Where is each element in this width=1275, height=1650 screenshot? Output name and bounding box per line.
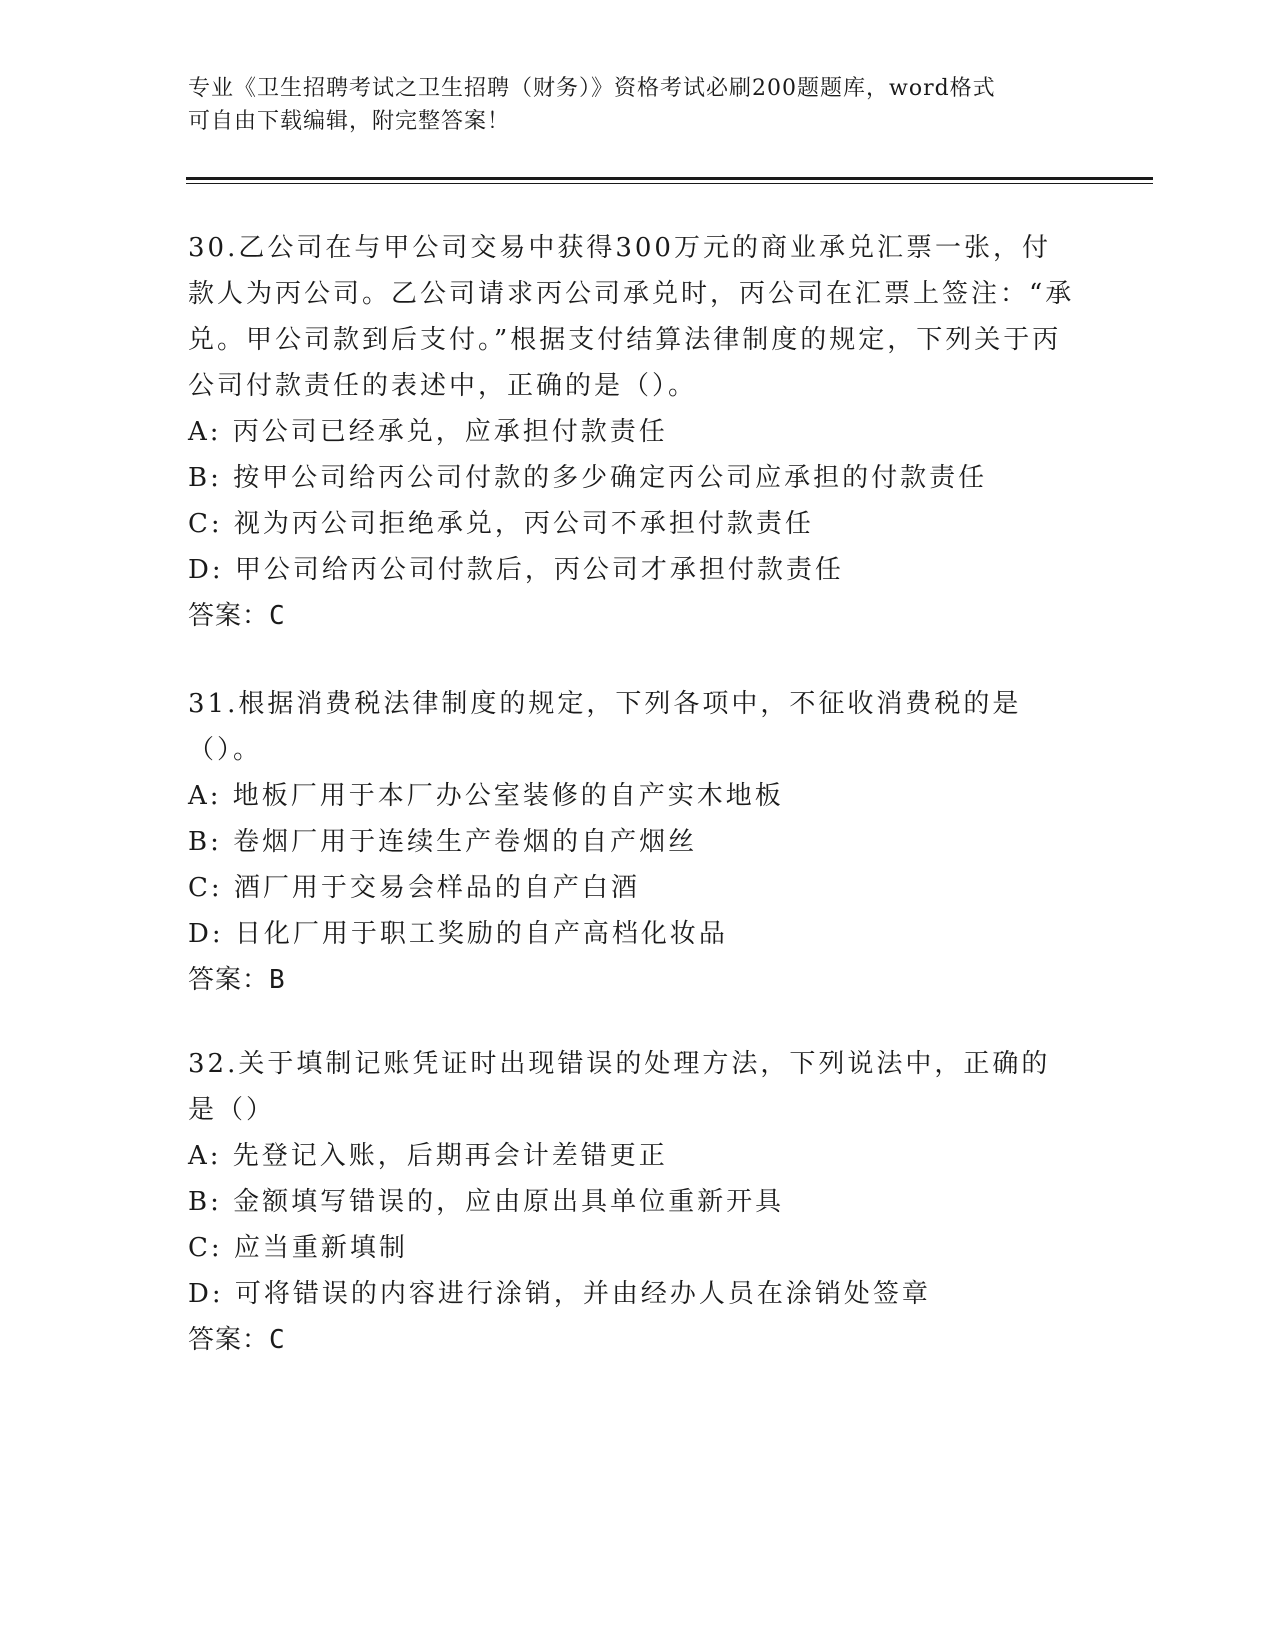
question-30 bbox=[188, 225, 1078, 639]
question-text: 32.关于填制记账凭证时出现错误的处理方法，下列说法中，正确的是（） bbox=[188, 1049, 1051, 1125]
answer-label: 答案： bbox=[188, 965, 270, 995]
header-divider-thin bbox=[186, 183, 1153, 184]
option-b: B: 卷烟厂用于连续生产卷烟的自产烟丝 bbox=[188, 827, 698, 857]
question-text: 31.根据消费税法律制度的规定，下列各项中，不征收消费税的是（）。 bbox=[188, 689, 1022, 765]
option-c: C: 酒厂用于交易会样品的自产白酒 bbox=[188, 873, 640, 903]
option-d: D: 可将错误的内容进行涂销，并由经办人员在涂销处签章 bbox=[188, 1279, 931, 1309]
option-a: A: 地板厂用于本厂办公室装修的自产实木地板 bbox=[188, 781, 784, 811]
option-d: D: 甲公司给丙公司付款后，丙公司才承担付款责任 bbox=[188, 555, 844, 585]
document-header bbox=[188, 72, 1068, 138]
question-32 bbox=[188, 1041, 1078, 1363]
answer-value: C bbox=[269, 1325, 286, 1355]
option-a: A: 先登记入账，后期再会计差错更正 bbox=[188, 1141, 668, 1171]
option-c: C: 视为丙公司拒绝承兑，丙公司不承担付款责任 bbox=[188, 509, 814, 539]
option-b: B: 金额填写错误的，应由原出具单位重新开具 bbox=[188, 1187, 785, 1217]
header-line-1: 专业《卫生招聘考试之卫生招聘（财务）》资格考试必刷200题题库，word格式 bbox=[188, 76, 996, 101]
question-text: 30.乙公司在与甲公司交易中获得300万元的商业承兑汇票一张，付款人为丙公司。乙公司请求丙公司承兑时，丙公司在汇票上签注：“承兑。甲公司款到后支付。”根据支付结算法律制度的规定，下列关于丙公司付款责任的表述中，正确的是（）。 bbox=[188, 233, 1075, 401]
option-b: B: 按甲公司给丙公司付款的多少确定丙公司应承担的付款责任 bbox=[188, 463, 988, 493]
answer-value: C bbox=[269, 601, 286, 631]
answer-line bbox=[188, 957, 1078, 1003]
option-d: D: 日化厂用于职工奖励的自产高档化妆品 bbox=[188, 919, 728, 949]
answer-line bbox=[188, 593, 1078, 639]
answer-label: 答案： bbox=[188, 601, 270, 631]
answer-line bbox=[188, 1317, 1078, 1363]
option-a: A: 丙公司已经承兑，应承担付款责任 bbox=[188, 417, 668, 447]
option-c: C: 应当重新填制 bbox=[188, 1233, 408, 1263]
answer-label: 答案： bbox=[188, 1325, 270, 1355]
question-31 bbox=[188, 681, 1078, 1003]
header-divider-thick bbox=[186, 177, 1153, 180]
header-line-2: 可自由下载编辑，附完整答案！ bbox=[188, 109, 511, 134]
answer-value: B bbox=[269, 965, 286, 995]
